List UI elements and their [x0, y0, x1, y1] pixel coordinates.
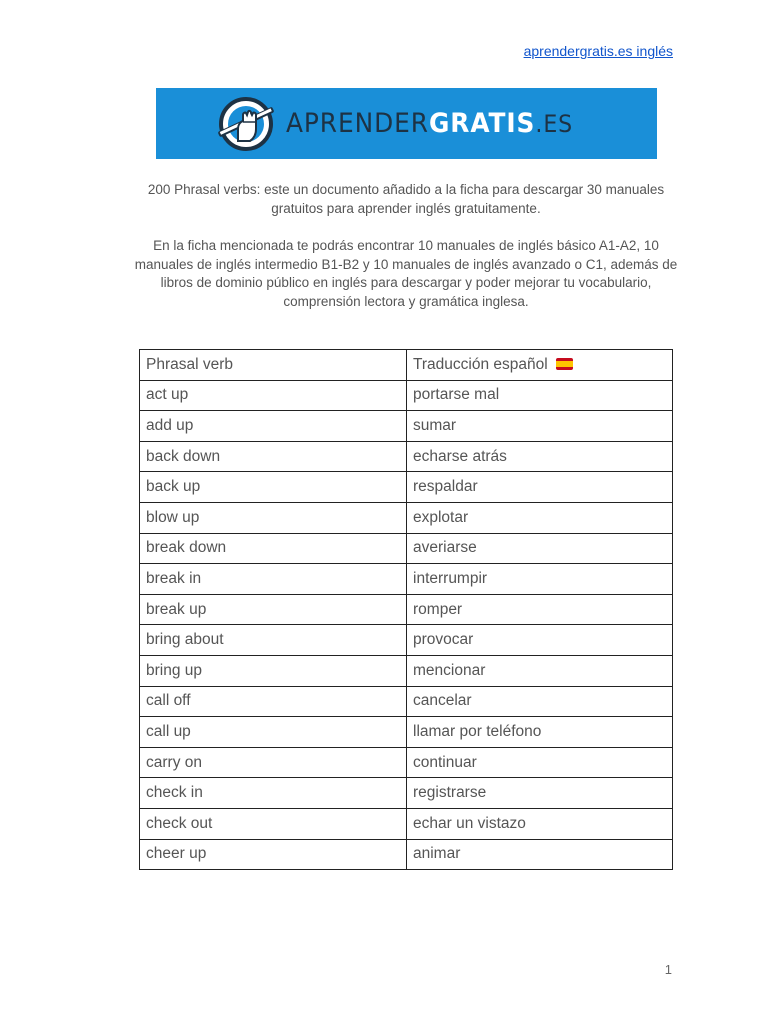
translation-cell: respaldar [407, 472, 673, 503]
logo-text-aprender: APRENDER [286, 108, 430, 139]
phrasal-verbs-table [139, 349, 673, 870]
phrasal-verb-cell: cheer up [140, 839, 407, 870]
translation-cell: mencionar [407, 655, 673, 686]
phrasal-verb-cell: blow up [140, 502, 407, 533]
logo-wordmark [286, 110, 573, 137]
page-number: 1 [664, 962, 672, 977]
table-row [140, 655, 673, 686]
translation-cell: cancelar [407, 686, 673, 717]
table-row [140, 778, 673, 809]
translation-cell: interrumpir [407, 564, 673, 595]
table-row [140, 686, 673, 717]
translation-cell: provocar [407, 625, 673, 656]
table-header-row [140, 350, 673, 381]
phrasal-verb-cell: bring about [140, 625, 407, 656]
translation-cell: sumar [407, 411, 673, 442]
header-translation [407, 350, 673, 381]
phrasal-verb-cell: act up [140, 380, 407, 411]
aprendergratis-link[interactable]: aprendergratis.es inglés [523, 43, 673, 59]
phrasal-verb-cell: break down [140, 533, 407, 564]
phrasal-verb-cell: add up [140, 411, 407, 442]
translation-cell: continuar [407, 747, 673, 778]
table-row [140, 533, 673, 564]
phrasal-verb-cell: call off [140, 686, 407, 717]
spain-flag-icon [556, 358, 573, 370]
phrasal-verb-cell: check out [140, 808, 407, 839]
phrasal-verb-cell: break in [140, 564, 407, 595]
translation-cell: explotar [407, 502, 673, 533]
translation-cell: romper [407, 594, 673, 625]
header-phrasal-verb-label: Phrasal verb [146, 355, 234, 373]
logo [214, 95, 598, 153]
phrasal-verb-cell: back down [140, 441, 407, 472]
phrasal-verb-cell: break up [140, 594, 407, 625]
table-row [140, 594, 673, 625]
table-row [140, 839, 673, 870]
translation-cell: animar [407, 839, 673, 870]
header-phrasal-verb [140, 350, 407, 381]
intro-paragraph-2: En la ficha mencionada te podrás encontrar 10 manuales de inglés básico A1-A2, 10 manuales de inglés intermedio B1-B2 y 10 manuales de inglés avanzado o C1, además de libros de dominio público en inglés para descargar y poder mejorar tu vocabulario, comprensión lectora y gramática inglesa. [134, 238, 678, 309]
table-row [140, 717, 673, 748]
logo-banner [156, 88, 657, 159]
translation-cell: portarse mal [407, 380, 673, 411]
table-row [140, 380, 673, 411]
logo-text-gratis: GRATIS [429, 108, 536, 139]
table-row [140, 472, 673, 503]
table-row [140, 808, 673, 839]
intro-paragraph-1: 200 Phrasal verbs: este un documento añadido a la ficha para descargar 30 manuales gratuitos para aprender inglés gratuitamente. [147, 182, 665, 216]
table-row [140, 411, 673, 442]
table-row [140, 747, 673, 778]
header-translation-label: Traducción español [413, 355, 548, 373]
table-row [140, 441, 673, 472]
translation-cell: echar un vistazo [407, 808, 673, 839]
translation-cell: llamar por teléfono [407, 717, 673, 748]
phrasal-verb-cell: call up [140, 717, 407, 748]
translation-cell: echarse atrás [407, 441, 673, 472]
logo-text-tld: .ES [535, 110, 574, 138]
translation-cell: registrarse [407, 778, 673, 809]
table-row [140, 502, 673, 533]
phrasal-verb-cell: back up [140, 472, 407, 503]
table-row [140, 625, 673, 656]
table-row [140, 564, 673, 595]
translation-cell: averiarse [407, 533, 673, 564]
phrasal-verb-cell: carry on [140, 747, 407, 778]
raised-fist-pencil-icon [214, 95, 278, 153]
phrasal-verb-cell: bring up [140, 655, 407, 686]
phrasal-verb-cell: check in [140, 778, 407, 809]
